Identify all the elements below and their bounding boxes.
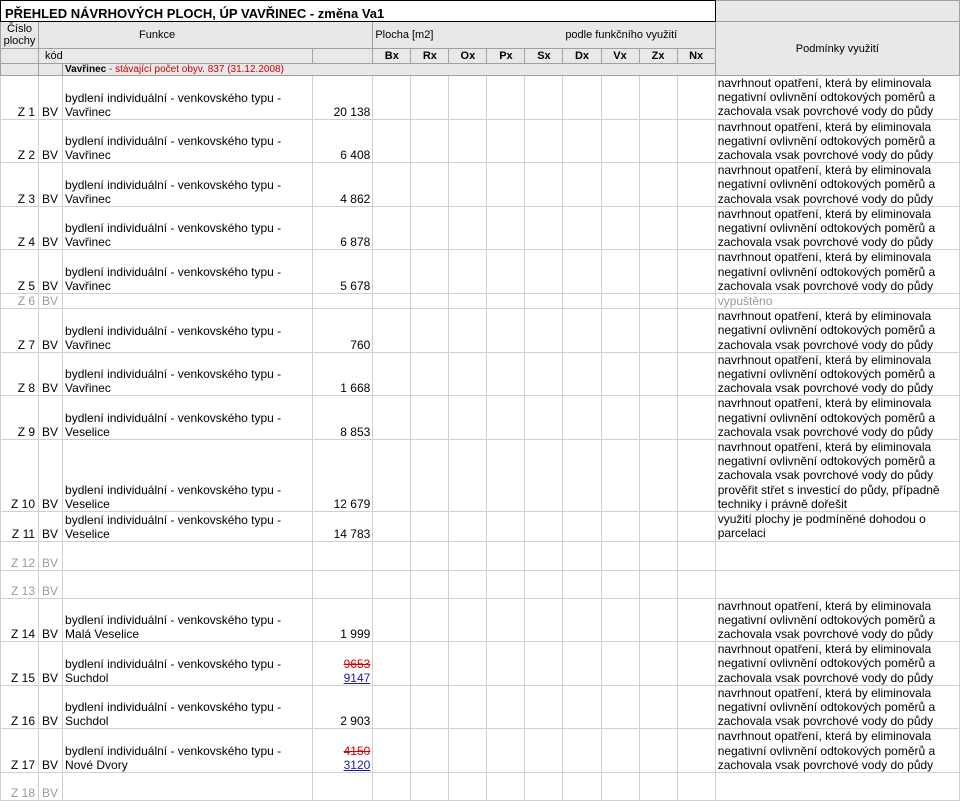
zone-function: bydlení individuální - venkovského typu - Suchdol xyxy=(63,685,313,729)
table-row xyxy=(1,76,960,120)
zone-conditions: navrhnout opatření, která by eliminovala negativní ovlivnění odtokových poměrů a zachovala vsak povrchové vody do půdy xyxy=(715,729,959,773)
zone-function: bydlení individuální - venkovského typu - Vavřinec xyxy=(63,309,313,353)
zone-conditions: navrhnout opatření, která by eliminovala negativní ovlivnění odtokových poměrů a zachovala vsak povrchové vody do půdy xyxy=(715,685,959,729)
zone-function: bydlení individuální - venkovského typu - Vavřinec xyxy=(63,163,313,207)
table-row xyxy=(1,729,960,773)
zone-conditions: navrhnout opatření, která by eliminovala negativní ovlivnění odtokových poměrů a zachovala vsak povrchové vody do půdy xyxy=(715,396,959,440)
zone-function: bydlení individuální - venkovského typu - Veselice xyxy=(63,512,313,541)
header-cislo-plochy: Číslo plochy xyxy=(1,22,39,49)
zone-id: Z 14 xyxy=(1,598,39,642)
zone-id: Z 3 xyxy=(1,163,39,207)
zone-conditions: navrhnout opatření, která by eliminovala negativní ovlivnění odtokových poměrů a zachovala vsak povrchové vody do půdy prověřit střet s investicí do půdy, případně techniky i právně dořešit xyxy=(715,440,959,512)
area-new: 9147 xyxy=(343,670,371,685)
zone-conditions: využití plochy je podmíněné dohodou o parcelaci xyxy=(715,512,959,541)
zone-code: BV xyxy=(39,163,63,207)
area-bx: 2 903 xyxy=(313,685,373,729)
zone-function: bydlení individuální - venkovského typu - Nové Dvory xyxy=(63,729,313,773)
zone-id: Z 15 xyxy=(1,642,39,686)
zone-code: BV xyxy=(39,309,63,353)
zone-function xyxy=(63,772,313,800)
table-row xyxy=(1,570,960,598)
header-plocha: Plocha [m2] podle funkčního využití xyxy=(373,22,715,49)
area-bx: 20 138 xyxy=(313,76,373,120)
zone-function: bydlení individuální - venkovského typu - Vavřinec xyxy=(63,352,313,396)
zone-code: BV xyxy=(39,685,63,729)
area-bx: 760 xyxy=(313,309,373,353)
col-zx: Zx xyxy=(639,49,677,64)
table-row xyxy=(1,440,960,512)
col-bx: Bx xyxy=(373,49,411,64)
zone-code: BV xyxy=(39,598,63,642)
header-kod: kód xyxy=(39,49,313,64)
zone-code: BV xyxy=(39,250,63,294)
zone-id: Z 5 xyxy=(1,250,39,294)
table-row xyxy=(1,685,960,729)
table-row xyxy=(1,642,960,686)
area-bx: 12 679 xyxy=(313,440,373,512)
table-row xyxy=(1,163,960,207)
area-bx: 6 878 xyxy=(313,206,373,250)
table-row xyxy=(1,250,960,294)
zone-id: Z 13 xyxy=(1,570,39,598)
table-row xyxy=(1,309,960,353)
zone-code: BV xyxy=(39,512,63,541)
zone-conditions xyxy=(715,570,959,598)
area-bx: 1 999 xyxy=(313,598,373,642)
subtitle xyxy=(63,64,716,76)
col-ox: Ox xyxy=(449,49,487,64)
zone-conditions: navrhnout opatření, která by eliminovala negativní ovlivnění odtokových poměrů a zachovala vsak povrchové vody do půdy xyxy=(715,119,959,163)
zone-conditions: navrhnout opatření, která by eliminovala negativní ovlivnění odtokových poměrů a zachovala vsak povrchové vody do půdy xyxy=(715,163,959,207)
zone-code: BV xyxy=(39,294,63,309)
subtitle-name: Vavřinec xyxy=(65,64,107,75)
zone-function: bydlení individuální - venkovského typu - Vavřinec xyxy=(63,206,313,250)
table-row xyxy=(1,541,960,570)
zone-conditions: navrhnout opatření, která by eliminovala negativní ovlivnění odtokových poměrů a zachovala vsak povrchové vody do půdy xyxy=(715,598,959,642)
zone-code: BV xyxy=(39,642,63,686)
header-podminky: Podmínky využití xyxy=(715,22,959,76)
table-row xyxy=(1,772,960,800)
col-dx: Dx xyxy=(563,49,601,64)
zone-function: bydlení individuální - venkovského typu - Suchdol xyxy=(63,642,313,686)
col-sx: Sx xyxy=(525,49,563,64)
col-rx: Rx xyxy=(411,49,449,64)
zone-id: Z 7 xyxy=(1,309,39,353)
zone-id: Z 18 xyxy=(1,772,39,800)
table-row xyxy=(1,294,960,309)
table-row xyxy=(1,598,960,642)
area-bx: 14 783 xyxy=(313,512,373,541)
zone-function: bydlení individuální - venkovského typu - Vavřinec xyxy=(63,119,313,163)
header-podle: podle funkčního využití xyxy=(565,29,678,41)
zone-conditions: vypuštěno xyxy=(715,294,959,309)
zone-conditions: navrhnout opatření, která by eliminovala negativní ovlivnění odtokových poměrů a zachovala vsak povrchové vody do půdy xyxy=(715,250,959,294)
zone-function xyxy=(63,570,313,598)
zone-id: Z 1 xyxy=(1,76,39,120)
table-title: PŘEHLED NÁVRHOVÝCH PLOCH, ÚP VAVŘINEC - změna Va1 xyxy=(1,1,716,22)
table-row xyxy=(1,119,960,163)
col-vx: Vx xyxy=(601,49,639,64)
zone-function: bydlení individuální - venkovského typu - Veselice xyxy=(63,396,313,440)
zone-code: BV xyxy=(39,541,63,570)
zone-code: BV xyxy=(39,440,63,512)
table-row xyxy=(1,512,960,541)
zone-id: Z 10 xyxy=(1,440,39,512)
zone-id: Z 6 xyxy=(1,294,39,309)
area-bx: 1 668 xyxy=(313,352,373,396)
zone-id: Z 11 xyxy=(1,512,39,541)
zone-conditions: navrhnout opatření, která by eliminovala negativní ovlivnění odtokových poměrů a zachovala vsak povrchové vody do půdy xyxy=(715,309,959,353)
zone-id: Z 9 xyxy=(1,396,39,440)
zone-id: Z 8 xyxy=(1,352,39,396)
area-bx: 6 408 xyxy=(313,119,373,163)
area-bx: 5 678 xyxy=(313,250,373,294)
area-bx xyxy=(313,642,373,686)
area-bx: 4 862 xyxy=(313,163,373,207)
zone-id: Z 16 xyxy=(1,685,39,729)
zone-id: Z 2 xyxy=(1,119,39,163)
zone-conditions xyxy=(715,541,959,570)
col-nx: Nx xyxy=(677,49,715,64)
zone-code: BV xyxy=(39,729,63,773)
zone-id: Z 12 xyxy=(1,541,39,570)
zone-code: BV xyxy=(39,206,63,250)
area-new: 3120 xyxy=(343,757,371,772)
zone-conditions: navrhnout opatření, která by eliminovala negativní ovlivnění odtokových poměrů a zachovala vsak povrchové vody do půdy xyxy=(715,642,959,686)
zone-conditions xyxy=(715,772,959,800)
zone-code: BV xyxy=(39,396,63,440)
zone-conditions: navrhnout opatření, která by eliminovala negativní ovlivnění odtokových poměrů a zachovala vsak povrchové vody do půdy xyxy=(715,352,959,396)
zone-id: Z 4 xyxy=(1,206,39,250)
area-old: 9653 xyxy=(343,656,371,671)
area-bx xyxy=(313,294,373,309)
zone-function: bydlení individuální - venkovského typu - Vavřinec xyxy=(63,76,313,120)
area-old: 4150 xyxy=(343,743,371,758)
zone-code: BV xyxy=(39,352,63,396)
zone-conditions: navrhnout opatření, která by eliminovala negativní ovlivnění odtokových poměrů a zachovala vsak povrchové vody do půdy xyxy=(715,206,959,250)
header-funkce: Funkce xyxy=(39,22,373,49)
zone-code: BV xyxy=(39,772,63,800)
zone-function: bydlení individuální - venkovského typu - Malá Veselice xyxy=(63,598,313,642)
zone-function xyxy=(63,294,313,309)
zone-code: BV xyxy=(39,570,63,598)
col-px: Px xyxy=(487,49,525,64)
area-bx: 8 853 xyxy=(313,396,373,440)
zone-id: Z 17 xyxy=(1,729,39,773)
table-row xyxy=(1,396,960,440)
zone-function: bydlení individuální - venkovského typu - Vavřinec xyxy=(63,250,313,294)
area-bx xyxy=(313,541,373,570)
zone-function xyxy=(63,541,313,570)
area-bx xyxy=(313,729,373,773)
area-bx xyxy=(313,570,373,598)
table-row xyxy=(1,206,960,250)
zone-code: BV xyxy=(39,76,63,120)
zone-function: bydlení individuální - venkovského typu - Veselice xyxy=(63,440,313,512)
subtitle-note: - stávající počet obyv. 837 (31.12.2008) xyxy=(106,64,284,75)
zone-conditions: navrhnout opatření, která by eliminovala negativní ovlivnění odtokových poměrů a zachovala vsak povrchové vody do půdy xyxy=(715,76,959,120)
area-bx xyxy=(313,772,373,800)
table-row xyxy=(1,352,960,396)
zone-code: BV xyxy=(39,119,63,163)
